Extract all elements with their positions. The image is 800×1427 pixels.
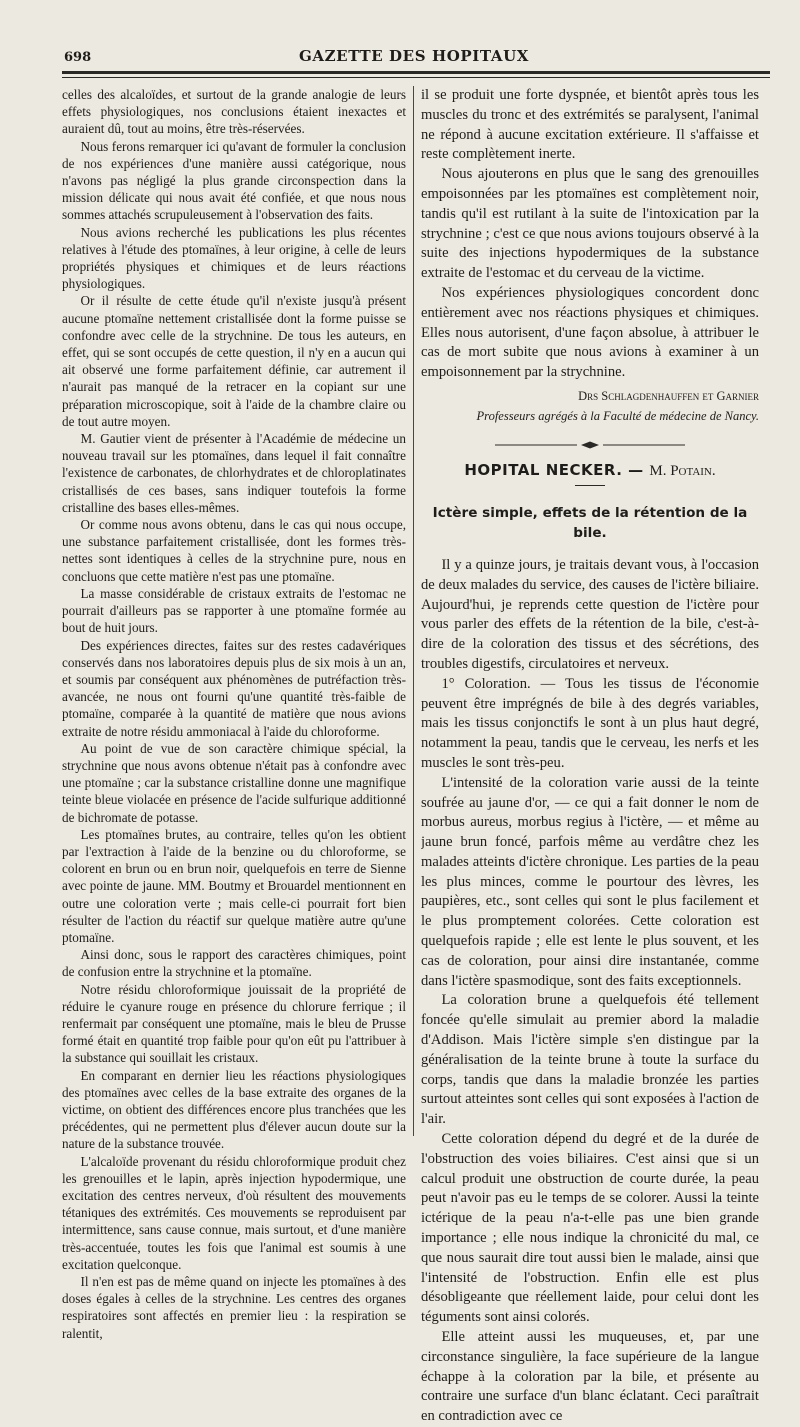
paragraph: Or comme nous avons obtenu, dans le cas qui nous occupe, une substance parfaitement cristallisée, dont les formes très-nettes sont identiques à celles de la strychnine pure, nous en concluons que cette matière n'est pas une ptomaïne.	[62, 517, 406, 584]
paragraph: M. Gautier vient de présenter à l'Académie de médecine un nouveau travail sur les ptomaïnes, dans lequel il fait connaître l'existence de carbonates, de chlorhydrates et de chloroplatinates cristallisés de ces bases, sans indiquer toutefois la forme cristalline des bases elles-mêmes.	[62, 431, 406, 515]
paragraph: L'intensité de la coloration varie aussi de la teinte soufrée au jaune d'or, — ce qui a fait donner le nom de morbus aureus, morbus regius à l'ictère, — et même au jaune brun foncé, parfois même au verdâtre chez les malades atteints d'ictère chronique. Les parties de la peau les plus minces, comme le pourtour des lèvres, les paupières, etc., sont celles qui sont le plus facilement et le plus promptement colorées. Cette coloration est quelquefois rapide ; elle est lente le plus souvent, et les cas de coloration, pour ainsi dire instantanée, comme dans l'ictère spasmodique, sont des faits exceptionnels.	[421, 774, 759, 989]
paragraph: Au point de vue de son caractère chimique spécial, la strychnine que nous avons obtenue n'était pas à confondre avec une ptomaïne ; car la substance cristalline donne une magnifique teinte bleue violacée en présence de l'acide sulfurique additionné de bichromate de potasse.	[62, 740, 406, 825]
professor-name: M. Potain.	[649, 462, 716, 479]
paragraph: Nous ajouterons en plus que le sang des grenouilles empoisonnées par les ptomaïnes est complètement noir, tandis qu'il est rutilant à la suite de l'intoxication par la strychnine ; c'est ce que nous avions toujours observé à la suite des injections hypodermiques de la substance extraite de l'estomac et du cerveau de la victime.	[421, 166, 759, 282]
running-title: GAZETTE DES HOPITAUX	[298, 47, 529, 65]
header-rule-thick	[62, 71, 770, 74]
paragraph: En comparant en dernier lieu les réactions physiologiques des ptomaïnes avec celles de la base extraite des organes de la victime, on obtient des différences encore plus tranchées que les précédentes, qui ne permettent plus d'élever aucun doute sur la nature de la substance trouvée.	[62, 1067, 406, 1152]
author-names: Drs Schlagdenhauffen et Garnier	[578, 388, 759, 403]
author-signature	[421, 387, 759, 427]
paragraph: celles des alcaloïdes, et surtout de la grande analogie de leurs effets physiologiques, nos conclusions étaient inexactes et auraient dû, tout au moins, être très-réservées.	[62, 87, 406, 137]
paragraph: Or il résulte de cette étude qu'il n'existe jusqu'à présent aucune ptomaïne nettement cristallisée dont la forme puisse se confondre avec celle de la strychnine. De tous les auteurs, en effet, qui se sont occupés de cette question, il n'y en a aucun qui ait observé une forme parfaitement définie, car autrement il n'aurait pas manqué de la retracer en la copiant sur une préparation microscopique, soit à l'aide de la chambre claire ou de tout autre moyen.	[62, 293, 406, 429]
column-separator	[413, 86, 414, 1136]
page-header	[64, 44, 764, 66]
paragraph: Cette coloration dépend du degré et de la durée de l'obstruction des voies biliaires. C'est ainsi que si un calcul produit une obstruction de courte durée, la peau peut n'avoir pas eu le temps de se colorer. Aussi la teinte ictérique de la peau n'a-t-elle pas une bien grande importance ; elle nous indique la chronicité du mal, ce que nous saurait dire tout aussi bien le malade, ainsi que l'intensité de l'obstruction. Enfin elle est plus désobligeante que réellement laide, pour celui dont les téguments sont ainsi colorés.	[421, 1131, 759, 1326]
header-rule-thin	[62, 77, 770, 78]
paragraph: il se produit une forte dyspnée, et bientôt après tous les muscles du tronc et des extrémités se paralysent, l'animal ne répond à aucune excitation extérieure. Il s'affaisse et reste complètement inerte.	[421, 87, 759, 163]
page-number: 698	[64, 50, 92, 65]
paragraph: Les ptomaïnes brutes, au contraire, telles qu'on les obtient par l'extraction à l'aide de la benzine ou du chloroforme, se colorent en brun ou en brun noir, quelquefois en terre de Sienne avec pointe de jaune. MM. Boutmy et Brouardel mentionnent en outre une coloration verte ; mais celle-ci pourrait fort bien résulter de l'action du réactif sur quelque matière autre qu'une ptomaïne.	[62, 826, 406, 945]
paragraph: Nous ferons remarquer ici qu'avant de formuler la conclusion de nos expériences d'une manière aussi catégorique, nous n'avons pas négligé la plus grande circonspection dans la mission délicate qui nous avait été confiée, et que nous nous sommes attachés scrupuleusement à l'observation des faits.	[62, 138, 406, 223]
paragraph: La coloration brune a quelquefois été tellement foncée qu'elle simulait au premier abord la maladie d'Addison. Mais l'ictère simple s'en distingue par la généralisation de la teinte brune à toute la surface du corps, tandis que dans la maladie bronzée les parties surtout atteintes sont celles qui sont exposées à l'action de l'air.	[421, 992, 759, 1128]
paragraph: Nos expériences physiologiques concordent donc entièrement avec nos réactions physiques et chimiques. Elles nous autorisent, d'une façon absolue, à attribuer le cas de mort subite que nous avions à examiner à un empoisonnement par la strychnine.	[421, 284, 759, 381]
paragraph: 1° Coloration. — Tous les tissus de l'économie peuvent être imprégnés de bile à des degrés variables, mais les tissus conjonctifs le sont à un plus haut degré, notamment la peau, tandis que le cerveau, les nerfs et les muscles le sont très-peu.	[421, 675, 759, 771]
lecture-title: Ictère simple, effets de la rétention de la bile.	[432, 505, 748, 542]
paragraph: Nous avions recherché les publications les plus récentes relatives à l'étude des ptomaïnes, à leur origine, à celle de leurs propriétés physiques et chimiques et de leurs réactions physiologiques.	[62, 224, 406, 292]
heading-rule	[575, 485, 605, 486]
author-title: Professeurs agrégés à la Faculté de médecine de Nancy.	[476, 408, 759, 423]
right-column	[421, 86, 759, 1427]
paragraph: Ainsi donc, sous le rapport des caractères chimiques, point de confusion entre la strychnine et la ptomaïne.	[62, 947, 406, 980]
paragraph: La masse considérable de cristaux extraits de l'estomac ne pourrait d'ailleurs pas se rapporter à une ptomaïne formée au bout de huit jours.	[62, 585, 406, 636]
paragraph: Notre résidu chloroformique jouissait de la propriété de réduire le cyanure rouge en présence du chlorure ferrique ; il renfermait par conséquent une ptomaïne, mais le bleu de Prusse formé était en quantité trop faible pour qu'on eût pu l'attribuer à la substance qui souillait les cristaux.	[62, 981, 406, 1066]
paragraph: L'alcaloïde provenant du résidu chloroformique produit chez les grenouilles et le lapin, après injection hypodermique, une excitation des centres nerveux, d'où résultent des mouvements tétaniques des extrémités. Ces mouvements se reproduisent par intermittence, sans cause connue, mais surtout, et d'une manière très-accentuée, toutes les fois que l'animal est soumis à une excitation quelconque.	[62, 1153, 406, 1272]
paragraph: Des expériences directes, faites sur des restes cadavériques conservés dans nos laboratoires depuis plus de six mois à un an, et soumis par conséquent aux phénomènes de putréfaction très-avancée, ne nous ont fourni qu'une quantité très-faible de ptomaïne, comparée à la quantité de matière que nous avions extraite de notre résidu ammoniacal à l'aide du chloroforme.	[62, 637, 406, 739]
paragraph: Il n'en est pas de même quand on injecte les ptomaïnes à des doses égales à celles de la strychnine. Les centres des organes respiratoires sont affectés en premier lieu : la respiration se ralentit,	[62, 1274, 406, 1341]
heading-separator: —	[622, 460, 650, 479]
paragraph: Elle atteint aussi les muqueuses, et, par une circonstance singulière, la face supérieure de la langue échappe à la coloration par la bile, et présente au contraire une surface d'un blanc éclatant. Ceci paraîtrait en contradiction avec ce	[421, 1329, 759, 1425]
hospital-name: HOPITAL NECKER.	[464, 460, 623, 479]
paragraph: Il y a quinze jours, je traitais devant vous, à l'occasion de deux malades du service, des causes de l'ictère biliaire. Aujourd'hui, je reprends cette question de l'ictère pour vous parler des effets de la rétention de la bile, c'est-à-dire de la coloration des tissus et des sécrétions, des troubles digestifs, circulatoires et nerveux.	[421, 556, 759, 672]
section-heading	[421, 461, 759, 482]
left-column	[62, 86, 406, 1342]
section-divider-ornament	[495, 441, 685, 449]
